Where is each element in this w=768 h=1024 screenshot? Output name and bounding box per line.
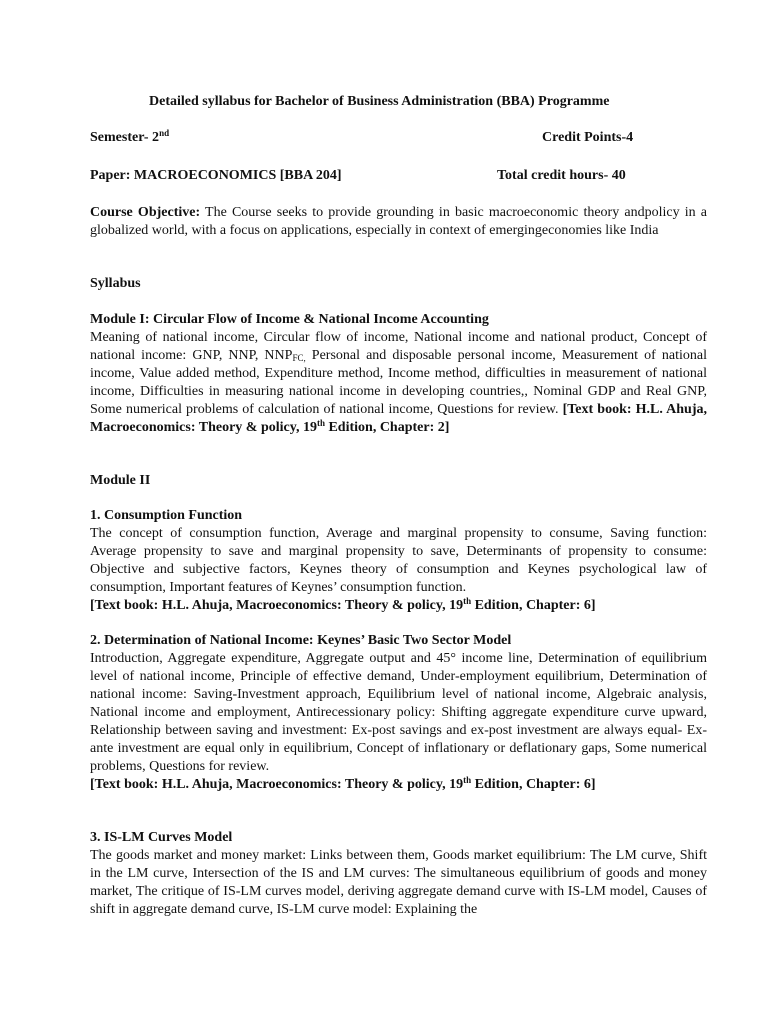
document-title xyxy=(149,93,609,111)
module1-ref-b: Edition, Chapter: 2] xyxy=(324,420,450,435)
determination-body xyxy=(90,650,707,776)
module2-heading xyxy=(90,472,150,490)
determination-ref-a: [Text book: H.L. Ahuja, Macroeconomics: Theory & policy, 19 xyxy=(90,777,464,792)
semester-label xyxy=(90,129,169,147)
module1-heading-text: Module I: Circular Flow of Income & National Income Accounting xyxy=(90,312,489,327)
document-title-text: Detailed syllabus for Bachelor of Business Administration (BBA) Programme xyxy=(149,94,610,109)
module1-text-b: Personal and disposable personal income, Measurement of national income, Value added method, Expenditure method, Income method, difficulties in measurement of national income, Difficulties in measuring national income in developing countries,, Nominal GDP and Real GNP, Some numerical problems of calculation of national income, Questions for review. xyxy=(90,348,707,417)
determination-heading-text: 2. Determination of National Income: Keynes’ Basic Two Sector Model xyxy=(90,633,512,648)
syllabus-heading-text: Syllabus xyxy=(90,276,141,291)
syllabus-heading xyxy=(90,275,141,293)
islm-heading-text: 3. IS-LM Curves Model xyxy=(90,830,233,845)
course-objective-text: The Course seeks to provide grounding in basic macroeconomic theory andpolicy in a globalized world, with a focus on applications, especially in context of emergingeconomies like India xyxy=(90,205,707,238)
module1-text-sub: FC, xyxy=(292,353,306,363)
course-objective-label: Course Objective: xyxy=(90,205,201,220)
determination-ref-b: Edition, Chapter: 6] xyxy=(471,777,596,792)
islm-text: The goods market and money market: Links between them, Goods market equilibrium: The LM curve, Shift in the LM curve, Intersection of the IS and LM curves: The simultaneous equilibrium of goods and money market, The critique of IS-LM curves model, deriving aggregate demand curve with IS-LM model, Causes of shift in aggregate demand curve, IS-LM curve model: Explaining the xyxy=(90,848,707,917)
module1-text-a: Meaning of national income, Circular flow of income, National income and national product, Concept of national income: GNP, NNP, NNP xyxy=(90,330,707,363)
consumption-heading xyxy=(90,507,242,525)
credit-points xyxy=(542,129,633,147)
semester-text: Semester- 2 xyxy=(90,130,160,145)
module1-body xyxy=(90,329,707,437)
consumption-body xyxy=(90,525,707,597)
consumption-text: The concept of consumption function, Average and marginal propensity to consume, Saving function: Average propensity to save and marginal propensity to save, Determinants of propensity to consume: Objective and subjective factors, Keynes theory of consumption and Keynes psychological law of consumption, Important features of Keynes’ consumption function. xyxy=(90,526,707,595)
consumption-ref-b: Edition, Chapter: 6] xyxy=(471,598,596,613)
consumption-ref-sup: th xyxy=(463,596,472,606)
determination-ref-sup: th xyxy=(463,775,472,785)
module1-ref-sup: th xyxy=(316,418,325,428)
consumption-reference xyxy=(90,597,596,615)
module1-heading xyxy=(90,311,489,329)
islm-heading xyxy=(90,829,232,847)
determination-reference xyxy=(90,776,596,794)
consumption-ref-a: [Text book: H.L. Ahuja, Macroeconomics: Theory & policy, 19 xyxy=(90,598,464,613)
module1-ref-a: [Text book: H.L. Ahuja, Macroeconomics: Theory & policy, 19 xyxy=(90,402,708,435)
determination-text: Introduction, Aggregate expenditure, Aggregate output and 45° income line, Determination of equilibrium level of national income, Principle of effective demand, Under-employment equilibrium, Determination of national income: Saving-Investment approach, Equilibrium level of national income, Algebraic analysis, National income and employment, Antirecessionary policy: Shifting aggregate expenditure curve upward, Relationship between saving and investment: Ex-post savings and ex-post investment are always equal- Ex-ante investment are equal only in equilibrium, Concept of inflationary or deflationary gaps, Some numerical problems, Questions for review. xyxy=(90,651,707,774)
module2-heading-text: Module II xyxy=(90,473,151,488)
credit-hours-text: Total credit hours- 40 xyxy=(497,168,626,183)
paper-label xyxy=(90,167,342,185)
determination-heading xyxy=(90,632,511,650)
credit-points-text: Credit Points-4 xyxy=(542,130,634,145)
semester-sup: nd xyxy=(159,128,170,138)
islm-body xyxy=(90,847,707,919)
credit-hours xyxy=(497,167,626,185)
paper-text: Paper: MACROECONOMICS [BBA 204] xyxy=(90,168,342,183)
course-objective xyxy=(90,204,707,240)
consumption-heading-text: 1. Consumption Function xyxy=(90,508,243,523)
